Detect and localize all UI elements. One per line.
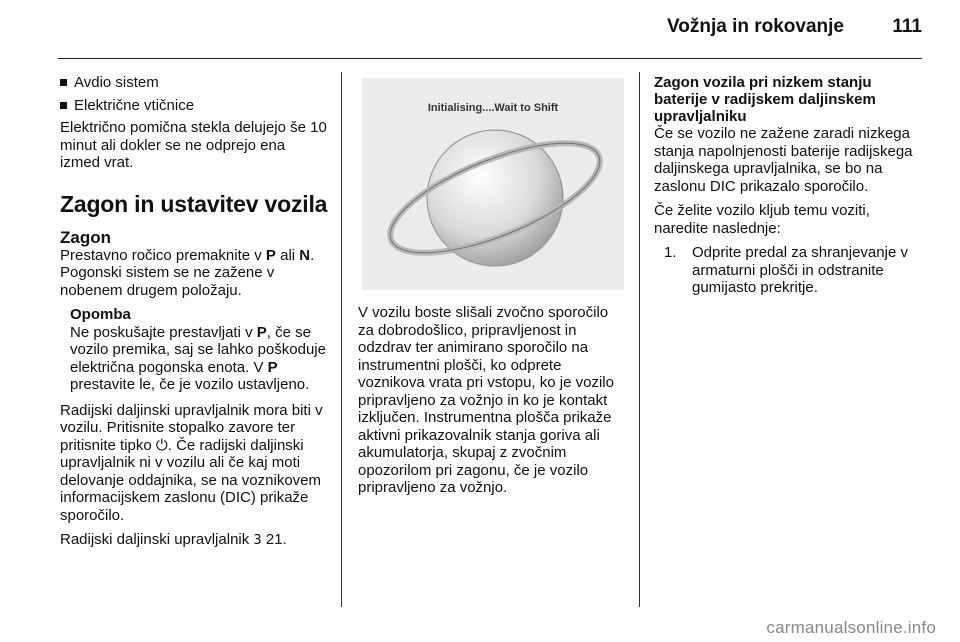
header-rule — [58, 58, 922, 59]
running-header-title: Vožnja in rokovanje — [666, 16, 844, 37]
note-box — [60, 306, 328, 394]
bullet-text: Električne vtičnice — [74, 96, 195, 114]
paragraph-low-battery: Če se vozilo ne zažene zaradi nizkega stanja napolnjenosti baterije radijskega daljinskega upravljalnika, se bo na zaslonu DIC prikazalo sporočilo. — [654, 125, 913, 195]
text-run: , če se vozilo premika, saj se lahko poškoduje električna pogonska enota. V — [70, 323, 326, 376]
text-run: ali — [275, 246, 300, 264]
display-illustration — [362, 78, 624, 290]
page-reference-icon: 3 — [253, 533, 262, 548]
column-1 — [60, 74, 328, 557]
gear-p: P — [265, 246, 276, 264]
paragraph-remote — [60, 402, 328, 525]
square-bullet-icon — [60, 79, 67, 86]
column-divider — [639, 72, 640, 607]
text-run: Prestavno ročico premaknite v — [60, 246, 266, 264]
column-3 — [654, 74, 926, 297]
note-heading: Opomba — [70, 306, 131, 323]
figure-display-text: Initialising....Wait to Shift — [427, 102, 559, 114]
paragraph-instructions: Če želite vozilo kljub temu voziti, naredite naslednje: — [654, 202, 870, 237]
gear-p: P — [267, 358, 278, 376]
text-run: Ne poskušajte prestavljati v — [70, 323, 257, 341]
paragraph-welcome: V vozilu boste slišali zvočno sporočilo za dobrodošlico, pripravljenost in odzdrav ter animirano sporočilo na instrumentni plošči, ko odprete voznikova vrata pri vstopu, ko je vozilo pripravljeno za vožnjo in ko je kontakt izključen. Instrumentna plošča prikaže aktivni prikazovalnik stanja goriva ali akumulatorja, skupaj z zvočnim opozorilom pri zagonu, če je vozilo pripravljeno za vožnjo. — [358, 304, 614, 496]
list-text: Odprite predal za shranjevanje v armaturni plošči in odstranite gumijasto prekritje. — [692, 244, 908, 296]
watermark: carmanualsonline.info — [766, 618, 936, 637]
list-item — [664, 244, 926, 297]
paragraph-gear — [60, 247, 328, 300]
text-run: . Če radijski daljinski upravljalnik ni v vozilu ali če kaj moti delovanje oddajnika, se na voznikovem informacijskem zaslonu (DIC) prikaže sporočilo. — [60, 436, 321, 524]
text-run: 21. — [261, 531, 287, 548]
page-number: 111 — [892, 16, 922, 37]
bullet-item — [60, 74, 328, 92]
subsection-heading-low-battery: Zagon vozila pri nizkem stanju baterije v radijskem daljinskem upravljalniku — [654, 74, 876, 125]
list-number: 1. — [664, 244, 677, 261]
text-run: prestavite le, če je vozilo ustavljeno. — [70, 376, 310, 393]
subsection-title: Zagon — [60, 227, 111, 247]
paragraph-reference — [60, 531, 328, 550]
text-run: Radijski daljinski upravljalnik mora biti v vozilu. Pritisnite stopalko zavore ter pritisnite tipko — [60, 401, 323, 454]
gear-p: P — [256, 323, 267, 341]
section-title: Zagon in ustavitev vozila — [60, 190, 328, 217]
bullet-item — [60, 97, 328, 115]
planet-ring-icon — [362, 78, 624, 290]
paragraph-windows: Električno pomična stekla delujejo še 10 minut ali dokler se ne odprejo ena izmed vrat. — [60, 119, 327, 171]
column-divider — [341, 72, 342, 607]
power-button-icon: ⏻ — [155, 436, 168, 454]
square-bullet-icon — [60, 102, 67, 109]
text-run: . Pogonski sistem se ne zažene v nobenem drugem položaju. — [60, 246, 315, 299]
gear-n: N — [299, 246, 311, 264]
note-text — [70, 324, 328, 394]
column-2 — [358, 74, 628, 504]
text-run: Radijski daljinski upravljalnik — [60, 531, 254, 548]
bullet-text: Avdio sistem — [74, 74, 159, 91]
